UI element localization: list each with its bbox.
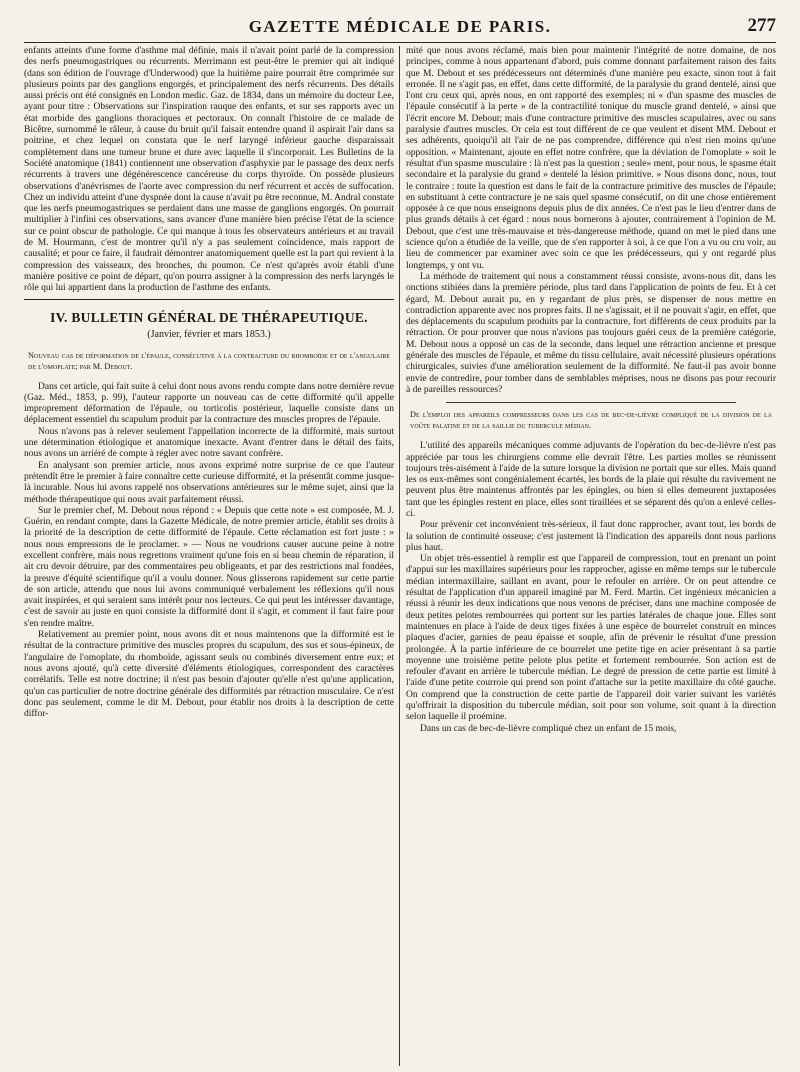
paragraph: L'utilité des appareils mécaniques comme adjuvants de l'opération du bec-de-lièvre n'est pas appréciée par tous les chirurgiens comme elle devrait l'être. Les parties molles se réunissent toujours très-aisément à l'aide de la suture lorsque la division ne portait que sur elles. Mais quand les os eux-mêmes sont congénialement écartés, les bords de la plaie qui résulte du ravivement ne peuvent plus être maintenus affrontés par les épingles, ou bien si elles demeurent juxtaposées tant que les épingles restent en place, elles sont tiraillées et se séparent dès qu'on a enlevé celles-ci.: [406, 441, 776, 519]
paragraph: Nous n'avons pas à relever seulement l'appellation incorrecte de la difformité, mais surtout une détermination étiologique et anatomique inexacte. Avant d'entrer dans le détail des faits, nous avons un arriéré de compte à régler avec notre savant confrère.: [24, 426, 394, 460]
article-separator: [446, 402, 736, 403]
paragraph: Dans cet article, qui fait suite à celui dont nous avons rendu compte dans notre dernière revue (Gaz. Méd., 1853, p. 99), l'auteur rapporte un nouveau cas de cette difformité qu'il appelle improprement déformation de l'épaule, ou torticolis postérieur, laquelle consiste dans un déplacement essentiel du scapulum produit par la contracture des muscles propres de l'épaule.: [24, 381, 394, 426]
left-column: [24, 46, 394, 1066]
section-rule: [24, 299, 394, 300]
article-title: De l'emploi des appareils compresseurs dans les cas de bec-de-lièvre compliqué de la division de la voûte palatine et de la saillie du tubercule médian.: [410, 410, 772, 431]
paragraph: Relativement au premier point, nous avons dit et nous maintenons que la difformité est le résultat de la contracture primitive des muscles propres du scapulum, des sus et sous-épineux, de l'angulaire de l'omoplate, du rhomboïde, agissant seuls ou combinés diversement entre eux; et nous avons ajouté, qu'à cette diversité d'éléments étiologiques, correspondent des caractères corrélatifs. Telle est notre doctrine; il n'est pas besoin d'ajouter qu'elle n'est qu'une application, qu'un cas particulier de notre doctrine générale des difformités par rétraction musculaire. Ce n'est donc pas seulement, comme le dit M. Debout, pour établir nos droits à la description de cette diffor-: [24, 630, 394, 720]
paragraph: Dans un cas de bec-de-lièvre compliqué chez un enfant de 15 mois,: [420, 723, 677, 734]
paragraph: En analysant son premier article, nous avons exprimé notre surprise de ce que l'auteur prétendît être le premier à faire connaître cette curieuse difformité, et la présentât comme jusque-là incurable. Nous lui avons rappelé nos observations antérieures sur le même sujet, ainsi que la méthode thérapeutique qui nous avait parfaitement réussi.: [24, 460, 394, 505]
article-title: Nouveau cas de déformation de l'épaule, consécutive à la contracture du rhomboïde et de l'angulaire de l'omoplate; par M. Debout.: [28, 350, 390, 371]
text-columns: [24, 46, 776, 1066]
paragraph: mité que nous avons réclamé, mais bien pour maintenir l'intégrité de notre domaine, de nos principes, comme à nous appartenant d'abord, puis comme donnant parfaitement raison des faits que M. Debout et ses prédécesseurs ont déterminés d'une manière peu exacte, sinon tout à fait erronée. Il ne s'agit pas, en effet, dans cette difformité, de la paralysie du grand dentelé, ainsi que l'ont cru ceux qui, après nous, en ont rapporté des exemples; ni « d'un spasme des muscles de l'épaule consécutif à la perte » de la contractilité tonique du muscle grand dentelé, » ainsi que l'écrit encore M. Debout; mais d'une contracture primitive des muscles scapulaires, avec ou sans paralysie d'autres muscles. Or cela est tout différent de ce que veulent et disent MM. Debout et ses adhérents, quoiqu'il ait l'air de ne pas comprendre, différence qui n'est rien moins qu'une opposition. « Maintenant, ajoute en effet notre confrère, que la déviation de l'omoplate » soit le résultat d'un spasme musculaire : là n'est pas la question ; seule» ment, pour nous, le spasme était secondaire et la paralysie du grand » dentelé la lésion primitive. » Nous disons donc, nous, tout le contraire : toute la question est dans le fait de la contracture primitive des muscles de l'épaule; en substituant à cette contracture je ne sais quel spasme consécutif, on dit une chose entièrement opposée à ce que nous enseignons depuis plus de dix années. Ce n'est pas le lieu d'entrer dans de plus grands détails à cet égard : nous nous bornerons à ajouter, contrairement à l'opinion de M. Debout, que c'est une très-mauvaise et très-dangereuse méthode, quand on met le pied dans une science qu'on a étudiée de la veille, que de s'en rapporter à soi, à ce que l'on a vu ou cru voir, au lieu de commencer par examiner avec soin ce que les prédécesseurs, qui y ont regardé plus longtemps, y ont vu.: [406, 46, 776, 271]
page-header: [24, 12, 776, 43]
page-number: 277: [747, 15, 776, 36]
paragraph: Un objet très-essentiel à remplir est que l'appareil de compression, tout en prenant un point d'appui sur les maxillaires supérieurs pour les rapprocher, agisse en même temps sur le tubercule médian intermaxillaire, saillant en avant, pour le refouler en arrière. Or on peut attendre ce résultat de l'application d'un appareil imaginé par M. Ferd. Martin. Cet ingénieux mécanicien a réussi à réunir les deux indications que nous venons de préciser, dans une machine composée de deux petites pelotes rembourrées qui portent sur les parties latérales de chaque joue. Elles sont maintenues en place à l'aide de deux tiges fixées à une espèce de bourrelet construit en minces plaques d'acier, garnies de peau épaisse et souple, afin de prévenir le résultat d'une pression prolongée. À la partie inférieure de ce bourrelet une petite tige en acier présentant à sa partie moyenne une troisième petite pelote plus petite et fortement rembourrée. Son action est de refouler d'avant en arrière le tubercule médian. Le degré de pression de cette partie est limité à l'aide d'une petite courroie qui prend son point d'attache sur la petite maxillaire du côté gauche. On comprend que la construction de cette partie de l'appareil doit varier suivant les variétés qu'offrirait la disposition du tubercule médian, soit pour son volume, soit quant à la direction selon laquelle il proémine.: [406, 554, 776, 723]
column-rule: [399, 46, 400, 1066]
right-column: [406, 46, 776, 1066]
paragraph: Sur le premier chef, M. Debout nous répond : « Depuis que cette note » est composée, M. J. Guérin, en rendant compte, dans la Gazette Médicale, de notre premier article, établit ses droits à la priorité de la description de cette difformité de l'épaule. Cette réclamation est fort juste : » nous nous empressons de le proclamer. » — Nous ne voudrions causer aucune peine à notre excellent confrère, mais nous regrettons vraiment qu'une fois en si beau chemin de réparation, il ait cru devoir détruire, par des commentaires peu obligeants, et par des restrictions mal fondées, la preuve d'équité scientifique qu'il a voulu donner. Nous glisserons rapidement sur cette partie de son article, attendu que nous lui avons communiqué verbalement les réflexions qu'il nous avait inspirées, et qui seraient sans intérêt pour nos lecteurs. Ce qui peut les intéresser davantage, c'est de savoir au juste en quoi consiste la difformité dont il s'agit, et comment il faut faire pour s'en rendre maître.: [24, 505, 394, 629]
paragraph: enfants atteints d'une forme d'asthme mal définie, mais il n'avait point parlé de la compression des nerfs pneumogastriques ou récurrents. Merrimann est peut-être le premier qui ait indiqué (dans son édition de l'ouvrage d'Underwood) que la huitième paire pourrait être comprimée sur plusieurs points par des ganglions engorgés, et principalement des nerfs récurrents. Des détails aussi précis ont été consignés en London medic. Gaz. de 1834, dans un mémoire du docteur Lee, ayant pour titre : Observations sur l'inspiration rauque des enfants, et sur ses rapports avec un état morbide des ganglions thoraciques et pectoraux. On connaît l'histoire de ce malade de Bicêtre, surnommé le râleur, à cause du bruit qu'il faisait entendre quand il aspirait l'air dans sa poitrine, et chez lequel on constata que le nerf laryngé inférieur gauche disparaissait complètement dans une tumeur brune et dure avec laquelle il s'incorporait. Les Bulletins de la Société anatomique (1841) contiennent une observation d'asphyxie par le passage des deux nerfs récurrents à travers une dégénérescence cancéreuse du corps thyroïde. On possède plusieurs observations d'anévrismes de l'aorte avec compression du nerf récurrent et accès de suffocation. Chez un individu atteint d'une dyspnée dont la cause n'avait pu être reconnue, M. Andral constate que les nerfs pneumogastriques se perdaient dans une masse de ganglions engorgés. On pourrait multiplier à l'infini ces observations, sans avancer d'une manière bien précise l'état de la science sur ce point obscur de pathologie. Ce qui manque à tous les observateurs antérieurs et au travail de M. Hourmann, c'est de montrer qu'il n'y a pas seulement coïncidence, mais rapport de causalité; et pour ce faire, il faudrait démontrer anatomiquement quelle est la part qui revient à la compression des vaisseaux, des bronches, du poumon. Ce n'est qu'après avoir établi d'une manière positive ce point de départ, qu'on pourra assigner à la compression des nerfs laryngés le rôle qui lui appartient dans la production de l'asthme des enfants.: [24, 46, 394, 294]
paragraph: La méthode de traitement qui nous a constamment réussi consiste, avons-nous dit, dans les onctions stibiées dans la première période, plus tard dans l'application de points de feu. Et à cet égard, M. Debout aurait pu, en y regardant de plus près, se dispenser de nous mettre en contradiction apparente avec nos propres faits. Il ne s'agissait, et il ne pouvait s'agir, en effet, que des déplacements du scapulum produits par la contracture, fort différents de ceux produits par la rétraction. Or pour prouver que nous n'avions pas toujours guéri ceux de la première catégorie, M. Debout nous a opposé un cas de la seconde, dans lequel une rétraction ancienne et presque générale des muscles de l'épaule, et même du tissu cellulaire, avait nécessité plusieurs opérations chirurgicales, suivies d'une amélioration seulement de la difformité. Ne faut-il pas avoir bonne envie de contredire, pour tomber dans de semblables méprises, nous ne disons pas pour recourir à de pareilles ressources?: [406, 271, 776, 395]
section-date: (Janvier, février et mars 1853.): [147, 328, 271, 340]
journal-title: GAZETTE MÉDICALE DE PARIS.: [248, 17, 552, 36]
section-title: IV. BULLETIN GÉNÉRAL DE THÉRAPEUTIQUE.: [50, 309, 368, 325]
paragraph: Pour prévenir cet inconvénient très-sérieux, il faut donc rapprocher, avant tout, les bords de la solution de continuité osseuse; c'est justement là l'indication des appareils dont nous parlions plus haut.: [406, 520, 776, 553]
